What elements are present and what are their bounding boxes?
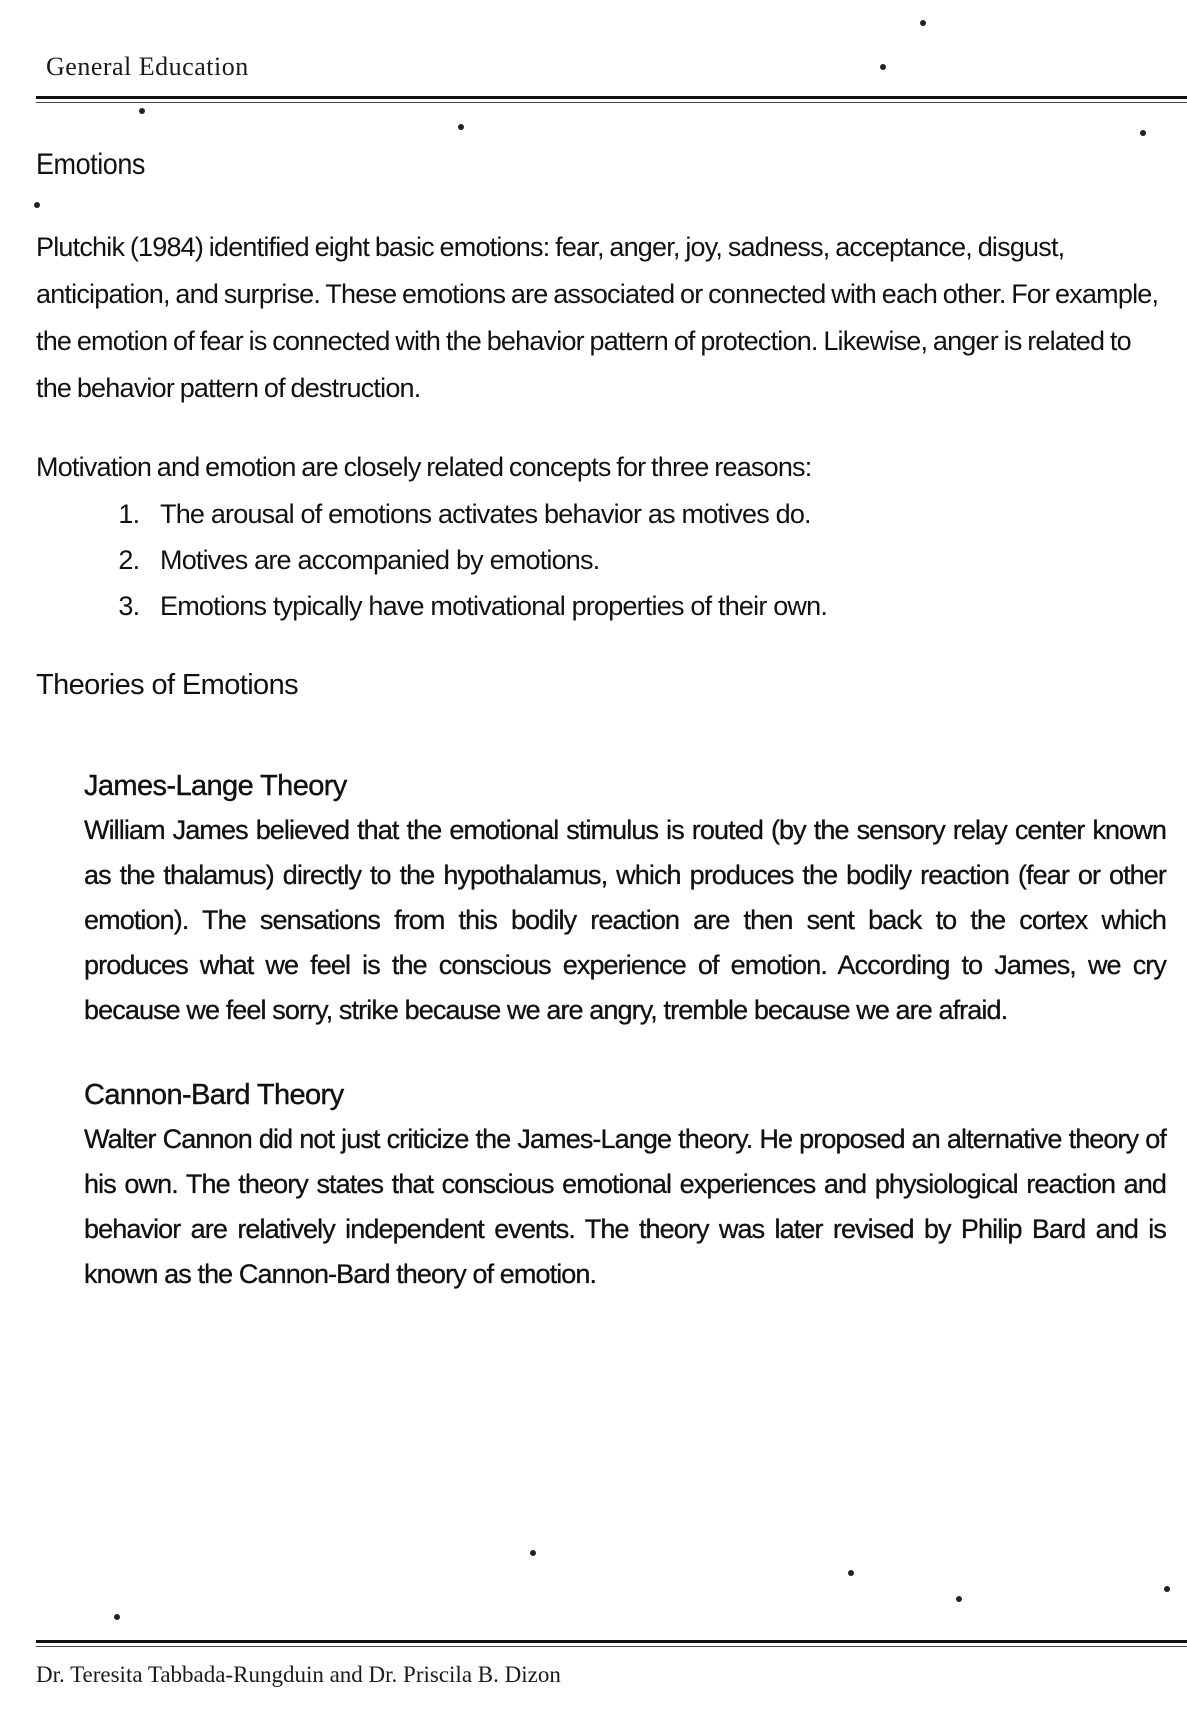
section-title: Emotions bbox=[36, 148, 145, 181]
theory-body: Walter Cannon did not just criticize the James-Lange theory. He proposed an alternative theory of his own. The theory states that conscious emotional experiences and physiological reaction and behavior are relatively independent events. The theory was later revised by Philip Bard and is known as the Cannon-Bard theory of emotion. bbox=[84, 1124, 1166, 1289]
theory-cannon-bard bbox=[84, 1073, 1166, 1297]
scan-speck bbox=[880, 64, 886, 70]
scan-speck bbox=[920, 20, 926, 26]
theory-title: Cannon-Bard Theory bbox=[84, 1079, 344, 1111]
footer-authors: Dr. Teresita Tabbada-Rungduin and Dr. Priscila B. Dizon bbox=[36, 1662, 561, 1687]
scan-speck bbox=[458, 124, 464, 130]
theories-heading: Theories of Emotions bbox=[36, 669, 299, 701]
reasons-list bbox=[36, 491, 1166, 629]
scan-speck bbox=[139, 108, 145, 114]
footer-rule bbox=[36, 1640, 1187, 1643]
intro-paragraph: Plutchik (1984) identified eight basic emotions: fear, anger, joy, sadness, acceptance, disgust, anticipation, and surprise. These emotions are associated or connected with each other. For example, the emotion of fear is connected with the behavior pattern of protection. Likewise, anger is related to the behavior pattern of destruction. bbox=[36, 232, 1159, 403]
scan-speck bbox=[848, 1570, 854, 1576]
list-item: 2. Motives are accompanied by emotions. bbox=[146, 537, 1166, 583]
theory-body: William James believed that the emotional stimulus is routed (by the sensory relay center known as the thalamus) directly to the hypothalamus, which produces the bodily reaction (fear or other emotion). The sensations from this bodily reaction are then sent back to the cortex which produces what we feel is the conscious experience of emotion. According to James, we cry because we feel sorry, strike because we are angry, tremble because we are afraid. bbox=[84, 815, 1166, 1025]
scan-speck bbox=[1164, 1586, 1170, 1592]
list-item: 3. Emotions typically have motivational properties of their own. bbox=[146, 583, 1166, 629]
theory-title: James-Lange Theory bbox=[84, 770, 347, 802]
header-rule bbox=[36, 96, 1187, 99]
motivation-paragraph: Motivation and emotion are closely related concepts for three reasons: bbox=[36, 452, 812, 482]
running-head: General Education bbox=[46, 52, 249, 81]
main-content bbox=[36, 148, 1166, 1337]
scan-speck bbox=[530, 1550, 536, 1556]
theory-james-lange bbox=[84, 764, 1166, 1033]
scan-speck bbox=[956, 1596, 962, 1602]
list-item: 1. The arousal of emotions activates behavior as motives do. bbox=[146, 491, 1166, 537]
scan-speck bbox=[114, 1614, 120, 1620]
scan-speck bbox=[1140, 130, 1146, 136]
